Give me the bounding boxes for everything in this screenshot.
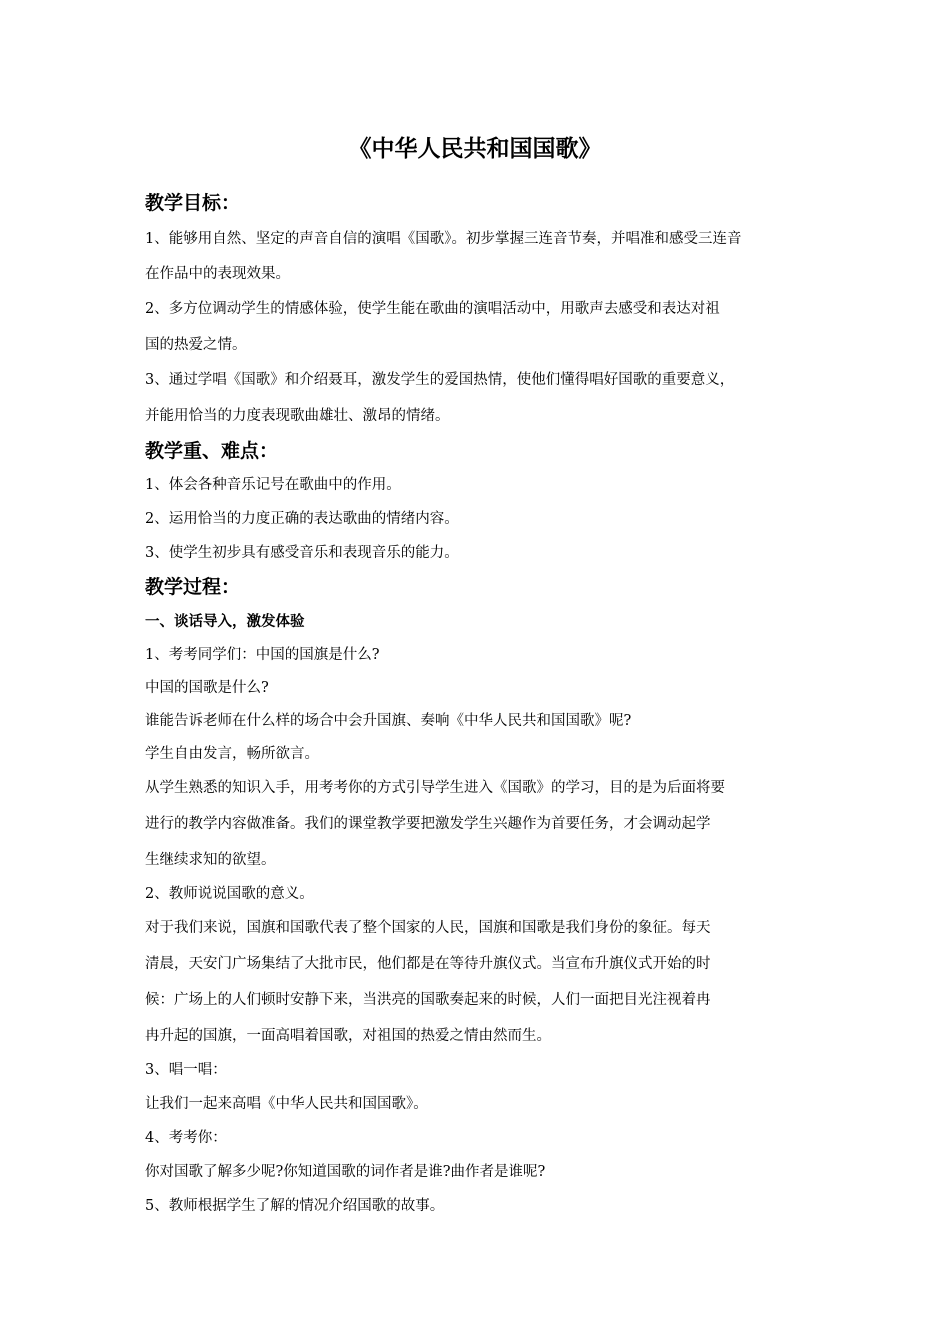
objective-line: 1、能够用自然、坚定的声音自信的演唱《国歌》。初步掌握三连音节奏，并唱准和感受三连音 (145, 231, 742, 247)
process-line: 清晨，天安门广场集结了大批市民，他们都是在等待升旗仪式。当宣布升旗仪式开始的时 (145, 956, 711, 972)
objectives-heading: 教学目标： (145, 192, 241, 214)
process-line: 冉升起的国旗，一面高唱着国歌，对祖国的热爱之情由然而生。 (145, 1028, 551, 1044)
process-line: 进行的教学内容做准备。我们的课堂教学要把激发学生兴趣作为首要任务，才会调动起学 (145, 816, 711, 832)
process-line: 3、唱一唱： (145, 1062, 227, 1078)
objective-line: 国的热爱之情。 (145, 337, 247, 353)
process-line: 候：广场上的人们顿时安静下来，当洪亮的国歌奏起来的时候，人们一面把目光注视着冉 (145, 992, 711, 1008)
process-line: 4、考考你： (145, 1130, 227, 1146)
process-heading: 教学过程： (145, 576, 241, 598)
objective-line: 在作品中的表现效果。 (145, 266, 290, 282)
objective-line: 3、通过学唱《国歌》和介绍聂耳，激发学生的爱国热情，使他们懂得唱好国歌的重要意义， (145, 372, 735, 388)
document-title: 《中华人民共和国国歌》 (348, 136, 602, 162)
process-line: 谁能告诉老师在什么样的场合中会升国旗、奏响《中华人民共和国国歌》呢? (145, 713, 632, 729)
objective-line: 并能用恰当的力度表现歌曲雄壮、激昂的情绪。 (145, 408, 450, 424)
process-line: 生继续求知的欲望。 (145, 852, 276, 868)
section1-heading: 一、谈话导入，激发体验 (145, 614, 305, 630)
process-line: 从学生熟悉的知识入手，用考考你的方式引导学生进入《国歌》的学习，目的是为后面将要 (145, 780, 725, 796)
process-line: 2、教师说说国歌的意义。 (145, 886, 314, 902)
process-line: 中国的国歌是什么? (145, 680, 269, 696)
key-points-heading: 教学重、难点： (145, 440, 279, 462)
key-point-line: 3、使学生初步具有感受音乐和表现音乐的能力。 (145, 545, 459, 561)
process-line: 对于我们来说，国旗和国歌代表了整个国家的人民，国旗和国歌是我们身份的象征。每天 (145, 920, 711, 936)
process-line: 学生自由发言，畅所欲言。 (145, 746, 319, 762)
process-line: 5、教师根据学生了解的情况介绍国歌的故事。 (145, 1198, 445, 1214)
process-line: 你对国歌了解多少呢?你知道国歌的词作者是谁?曲作者是谁呢? (145, 1164, 546, 1180)
process-line: 让我们一起来高唱《中华人民共和国国歌》。 (145, 1096, 428, 1112)
key-point-line: 2、运用恰当的力度正确的表达歌曲的情绪内容。 (145, 511, 459, 527)
objective-line: 2、多方位调动学生的情感体验，使学生能在歌曲的演唱活动中，用歌声去感受和表达对祖 (145, 301, 720, 317)
process-line: 1、考考同学们：中国的国旗是什么? (145, 647, 380, 663)
key-point-line: 1、体会各种音乐记号在歌曲中的作用。 (145, 477, 401, 493)
